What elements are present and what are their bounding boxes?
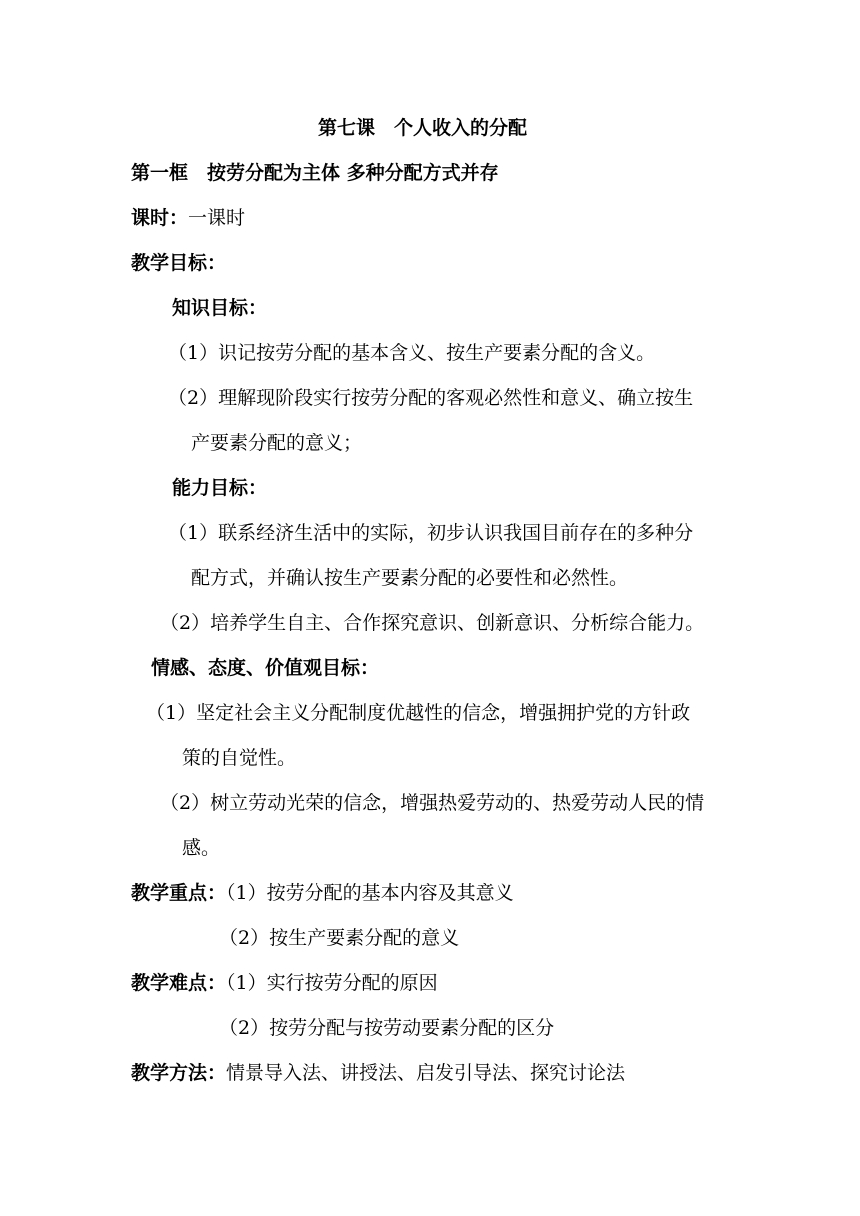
method-value: 情景导入法、讲授法、启发引导法、探究讨论法 (226, 1062, 626, 1084)
method-row (131, 1061, 625, 1085)
key-point-1: （1）按劳分配的基本内容及其意义 (226, 882, 514, 904)
knowledge-item-1: （1）识记按劳分配的基本含义、按生产要素分配的含义。 (168, 342, 656, 364)
difficult-points-label: 教学难点： (131, 972, 227, 994)
ability-item-2: （2）培养学生自主、合作探究意识、创新意识、分析综合能力。 (160, 612, 705, 634)
period-row (131, 206, 245, 230)
lesson-title: 第七课 个人收入的分配 (318, 117, 528, 139)
emotion-item-2: （2）树立劳动光荣的信念，增强热爱劳动的、热爱劳动人民的情 (160, 792, 705, 814)
difficult-points-row (131, 971, 438, 995)
ability-item-1-cont: 配方式，并确认按生产要素分配的必要性和必然性。 (191, 567, 629, 589)
emotion-heading: 情感、态度、价值观目标： (151, 657, 380, 679)
section-title: 第一框 按劳分配为主体 多种分配方式并存 (131, 162, 499, 184)
knowledge-item-2: （2）理解现阶段实行按劳分配的客观必然性和意义、确立按生 (168, 387, 694, 409)
goals-heading: 教学目标： (131, 252, 227, 274)
emotion-item-1: （1）坚定社会主义分配制度优越性的信念，增强拥护党的方针政 (146, 702, 691, 724)
key-points-row (131, 881, 514, 905)
key-points-label: 教学重点： (131, 882, 227, 904)
ability-item-1: （1）联系经济生活中的实际，初步认识我国目前存在的多种分 (168, 522, 694, 544)
ability-heading: 能力目标： (172, 477, 268, 499)
method-label: 教学方法： (131, 1062, 227, 1084)
emotion-item-1-cont: 策的自觉性。 (182, 747, 297, 769)
period-label: 课时： (131, 207, 189, 229)
period-value: 一课时 (188, 207, 246, 229)
difficult-point-1: （1）实行按劳分配的原因 (226, 972, 438, 994)
knowledge-heading: 知识目标： (172, 297, 268, 319)
difficult-point-2: （2）按劳分配与按劳动要素分配的区分 (219, 1017, 555, 1039)
emotion-item-2-cont: 感。 (182, 837, 221, 859)
key-point-2: （2）按生产要素分配的意义 (219, 927, 460, 949)
knowledge-item-2-cont: 产要素分配的意义； (191, 432, 363, 454)
